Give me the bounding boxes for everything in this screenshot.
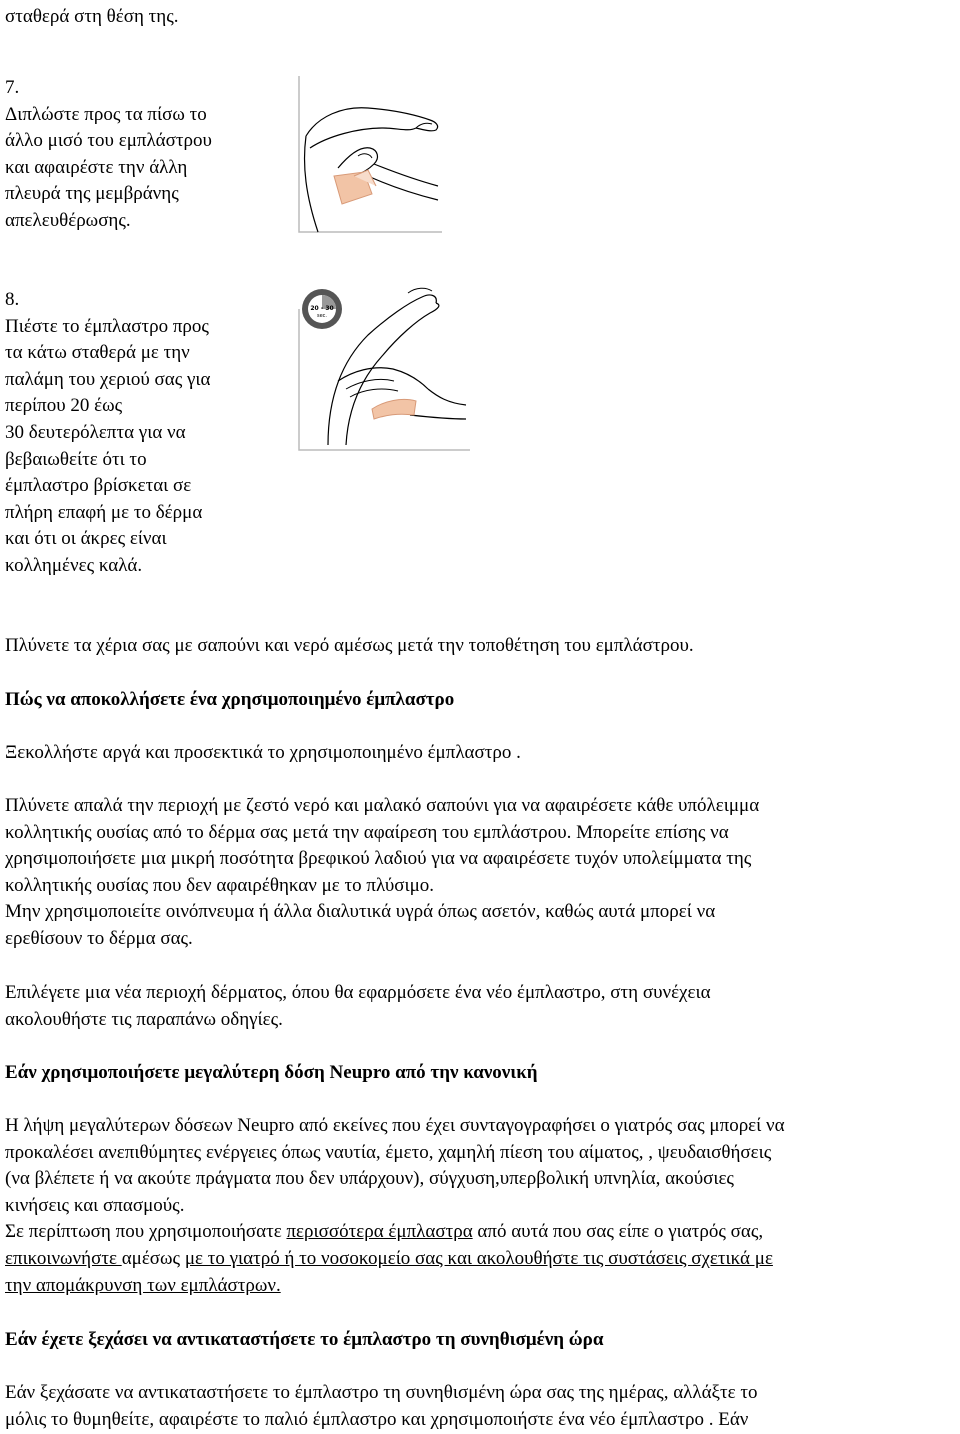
paragraph-line: Εάν ξεχάσατε να αντικαταστήσετε το έμπλαστρο τη συνηθισμένη ώρα σας της ημέρας, αλλάξτε το bbox=[5, 1382, 758, 1403]
step-8-line: Πιέστε το έμπλαστρο προς bbox=[5, 315, 209, 337]
remove-heading-text: Πώς να αποκολλήσετε ένα χρησιμοποιημένο έμπλαστρο bbox=[5, 689, 455, 710]
step-8-line: 30 δευτερόλεπτα για να bbox=[5, 421, 186, 443]
more-patches-emphasis: περισσότερα έμπλαστρα bbox=[286, 1221, 473, 1243]
overdose-heading bbox=[5, 1060, 538, 1087]
contact-line bbox=[5, 1219, 960, 1246]
step-8-line: παλάμη του χεριού σας για bbox=[5, 368, 211, 390]
step-8-line: περίπου 20 έως bbox=[5, 395, 123, 417]
paragraph-line: Επιλέγετε μια νέα περιοχή δέρματος, όπου θα εφαρμόσετε ένα νέο έμπλαστρο, στη συνέχεια bbox=[5, 982, 711, 1003]
paragraph-line: (να βλέπετε ή να ακούτε πράγματα που δεν υπάρχουν), σύγχυση,υπερβολική υπνηλία, ακούσιες bbox=[5, 1168, 734, 1190]
paragraph-line: μόλις το θυμηθείτε, αφαιρέστε το παλιό έμπλαστρο και χρησιμοποιήστε ένα νέο έμπλαστρο . Εάν bbox=[5, 1408, 749, 1430]
overdose-heading-text: Εάν χρησιμοποιήσετε μεγαλύτερη δόση Neupro από την κανονική bbox=[5, 1062, 538, 1083]
step-7-number: 7. bbox=[5, 77, 20, 98]
paragraph-line: χρησιμοποιήσετε μια μικρή ποσότητα βρεφικού λαδιού για να αφαιρέσετε τυχόν υπολείμματα της bbox=[5, 848, 752, 870]
paragraph-line: ερεθίσουν το δέρμα σας. bbox=[5, 927, 193, 949]
contact-text: αμέσως bbox=[121, 1247, 185, 1269]
intro-line: σταθερά στη θέση της. bbox=[5, 6, 179, 27]
paragraph-line: κολλητικής ουσίας από το δέρμα σας μετά την αφαίρεση του εμπλάστρου. Μπορείτε επίσης να bbox=[5, 821, 729, 843]
timer-label: 20 - 30 bbox=[310, 305, 334, 312]
paragraph-line: Η λήψη μεγαλύτερων δόσεων Neupro από εκείνες που έχει συνταγογραφήσει ο γιατρός σας μπορεί να bbox=[5, 1115, 785, 1136]
step-7-line: άλλο μισό του εμπλάστρου bbox=[5, 130, 212, 152]
timer-icon bbox=[302, 289, 342, 329]
new-area-paragraph bbox=[5, 980, 955, 1033]
patch-removal-emphasis: την απομάκρυνση των εμπλάστρων. bbox=[5, 1274, 281, 1296]
timer-unit-label: sec. bbox=[316, 313, 328, 319]
paragraph-line: ακολουθήστε τις παραπάνω οδηγίες. bbox=[5, 1008, 283, 1030]
contact-text: από αυτά που σας είπε ο γιατρός σας, bbox=[472, 1221, 764, 1243]
step-7-line: Διπλώστε προς τα πίσω το bbox=[5, 103, 207, 125]
step-8-line: έμπλαστρο βρίσκεται σε bbox=[5, 475, 192, 497]
step-8 bbox=[5, 287, 295, 580]
paragraph-line: κολλητικής ουσίας που δεν αφαιρέθηκαν με το πλύσιμο. bbox=[5, 874, 435, 896]
wash-area-paragraph bbox=[5, 793, 955, 953]
step-8-line: βεβαιωθείτε ότι το bbox=[5, 448, 147, 470]
forgot-heading-text: Εάν έχετε ξεχάσει να αντικαταστήσετε το έμπλαστρο τη συνηθισμένη ώρα bbox=[5, 1329, 604, 1350]
paragraph-line: κινήσεις και σπασμούς. bbox=[5, 1194, 185, 1216]
wash-hands-text: Πλύνετε τα χέρια σας με σαπούνι και νερό αμέσως μετά την τοποθέτηση του εμπλάστρου. bbox=[5, 635, 694, 656]
step-7-line: πλευρά της μεμβράνης bbox=[5, 183, 179, 205]
contact-emphasis: επικοινωνήστε bbox=[5, 1247, 122, 1269]
press-patch-illustration bbox=[298, 285, 471, 451]
fold-patch-illustration bbox=[298, 76, 443, 233]
contact-line bbox=[5, 1273, 960, 1300]
contact-text: Σε περίπτωση που χρησιμοποιήσατε bbox=[5, 1221, 287, 1243]
forgot-paragraph bbox=[5, 1380, 955, 1433]
step-8-line: πλήρη επαφή με το δέρμα bbox=[5, 501, 203, 523]
step-8-line: τα κάτω σταθερά με την bbox=[5, 342, 190, 364]
step-8-line: και ότι οι άκρες είναι bbox=[5, 528, 167, 550]
step-7-line: απελευθέρωσης. bbox=[5, 209, 131, 231]
doctor-hospital-emphasis: με το γιατρό ή το νοσοκομείο σας και ακολουθήστε τις συστάσεις σχετικά με bbox=[184, 1247, 773, 1269]
remove-heading bbox=[5, 687, 454, 714]
paragraph-line: Πλύνετε απαλά την περιοχή με ζεστό νερό και μαλακό σαπούνι για να αφαιρέσετε κάθε υπόλειμμα bbox=[5, 795, 760, 816]
forgot-heading bbox=[5, 1327, 603, 1354]
step-7-line: και αφαιρέστε την άλλη bbox=[5, 156, 188, 178]
step-8-number: 8. bbox=[5, 289, 20, 310]
paragraph-line: προκαλέσει ανεπιθύμητες ενέργειες όπως ναυτία, έμετο, χαμηλή πίεση του αίματος, , ψευδαισθήσεις bbox=[5, 1141, 772, 1163]
step-8-line: κολλημένες καλά. bbox=[5, 554, 143, 576]
overdose-paragraph bbox=[5, 1113, 960, 1299]
paragraph-line: Μην χρησιμοποιείτε οινόπνευμα ή άλλα διαλυτικά υγρά όπως ασετόν, καθώς αυτά μπορεί να bbox=[5, 901, 716, 923]
remove-step-text: Ξεκολλήστε αργά και προσεκτικά το χρησιμοποιημένο έμπλαστρο . bbox=[5, 742, 521, 763]
step-7 bbox=[5, 75, 285, 235]
contact-line bbox=[5, 1246, 960, 1273]
